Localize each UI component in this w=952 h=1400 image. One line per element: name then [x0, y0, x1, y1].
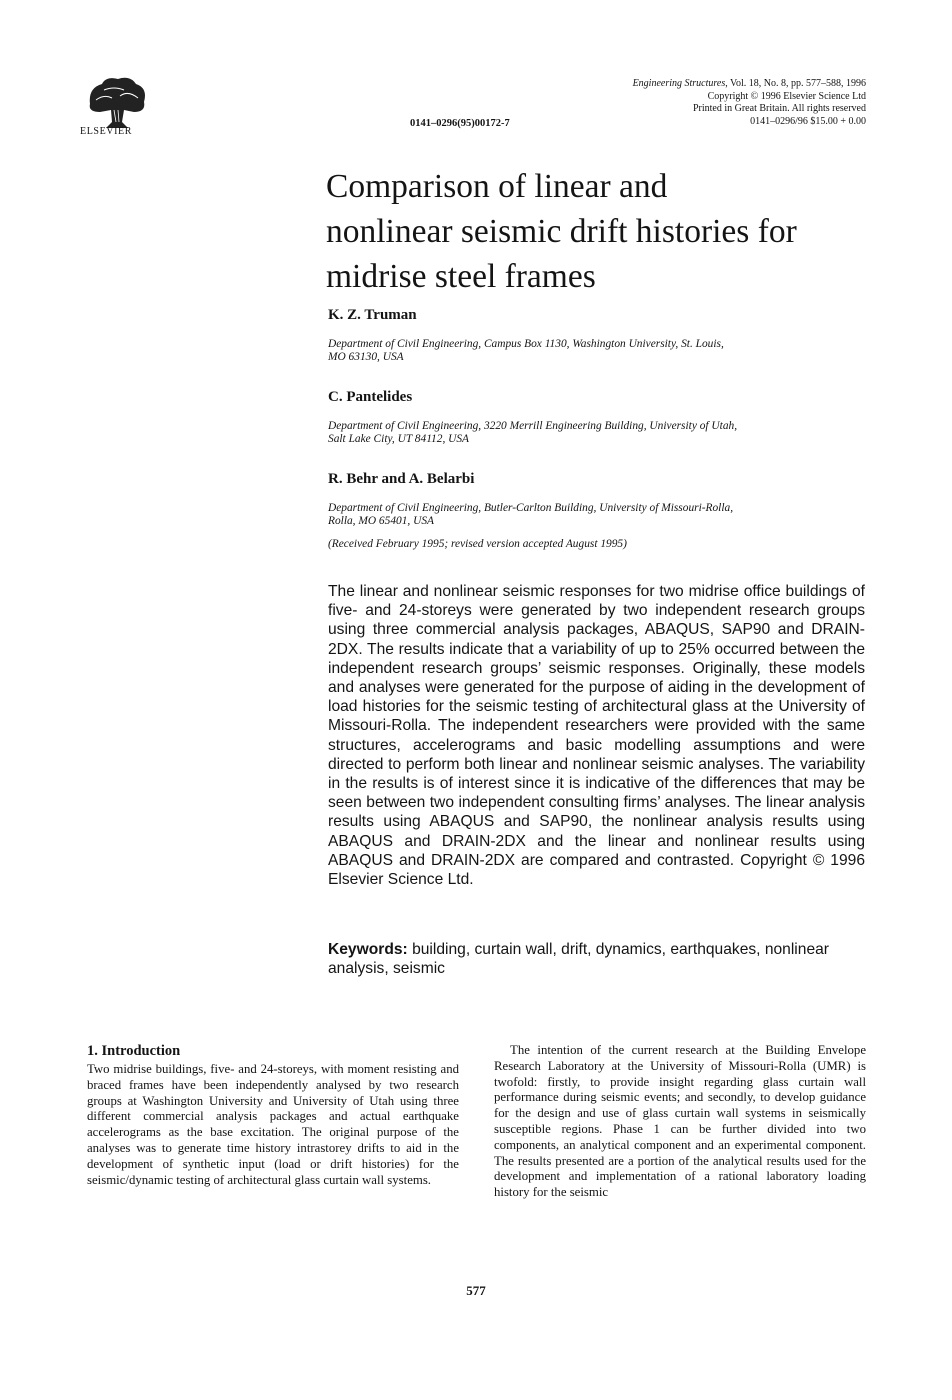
author-affiliation	[328, 420, 868, 447]
intro-right-column: The intention of the current research at the Building Envelope Research Laboratory at the University of Missouri-Rolla (UMR) is twofold: firstly, to provide insight regarding glass curtain wall performance during seismic events; and secondly, to develop guidance for the design and use of glass curtain wall systems in seismically susceptible regions. Phase 1 can be further divided into two components, an analytical component and an experimental component. The results presented are a portion of the analytical results used for the development and implementation of a rational laboratory loading history for the seismic	[494, 1043, 866, 1200]
journal-citation	[633, 78, 866, 91]
keywords-text: building, curtain wall, drift, dynamics, earthquakes, nonlinear analysis, seismic	[328, 941, 829, 978]
title-line: nonlinear seismic drift histories for	[326, 213, 797, 250]
author-name: C. Pantelides	[328, 389, 413, 405]
tree-logo-icon	[84, 74, 150, 130]
printed-line: Printed in Great Britain. All rights reserved	[692, 103, 866, 115]
title-line: Comparison of linear and	[326, 168, 668, 205]
author-affiliation	[328, 338, 868, 365]
title-line: midrise steel frames	[326, 258, 596, 295]
affiliation-line: Department of Civil Engineering, Campus Box 1130, Washington University, St. Louis,	[328, 338, 724, 350]
issn-price: 0141–0296/96 $15.00 + 0.00	[750, 115, 866, 127]
journal-name: Engineering Structures	[632, 78, 726, 89]
author-name: R. Behr and A. Belarbi	[328, 471, 475, 487]
article-title	[326, 164, 886, 299]
affiliation-line: MO 63130, USA	[328, 351, 404, 364]
author-affiliation	[328, 502, 868, 529]
abstract: The linear and nonlinear seismic responses for two midrise office buildings of five- and 24-storeys were generated by two independent research groups using three commercial analysis packages, ABAQUS, SAP90 and DRAIN-2DX. The results indicate that a variability of up to 25% occurred between the independent research groups’ seismic responses. Originally, these models and analyses were generated for the purpose of aiding in the development of load histories for the seismic testing of architectural glass at the University of Missouri-Rolla. The independent researchers were provided with the same structures, accelerograms and basic modelling assumptions and were directed to perform both linear and nonlinear seismic analyses. The variability in the results is of interest since it is indicative of the differences that may be seen between two independent consulting firms’ analyses. The linear analysis results using ABAQUS and SAP90, the nonlinear analysis results using ABAQUS and DRAIN-2DX and the linear and nonlinear results using ABAQUS and DRAIN-2DX are compared and contrasted. Copyright © 1996 Elsevier Science Ltd.	[328, 583, 865, 889]
affiliation-line: Department of Civil Engineering, 3220 Merrill Engineering Building, University of Utah,	[328, 420, 738, 432]
page-number: 577	[466, 1283, 486, 1298]
intro-left-column: Two midrise buildings, five- and 24-storeys, with moment resisting and braced frames have been independently analysed by two research groups at Washington University and University of Utah using three different commercial analysis packages and actual earthquake accelerograms as the base excitation. The original purpose of the analyses was to generate time history intrastorey drifts to aid in the development of synthetic input (load or drift histories) for the seismic/dynamic testing of architectural glass curtain wall systems.	[87, 1062, 459, 1187]
affiliation-line: Rolla, MO 65401, USA	[328, 515, 434, 528]
received-dates: (Received February 1995; revised version accepted August 1995)	[328, 538, 627, 550]
journal-info	[633, 78, 866, 128]
journal-volume: , Vol. 18, No. 8, pp. 577–588, 1996	[725, 78, 866, 89]
affiliation-line: Department of Civil Engineering, Butler-Carlton Building, University of Missouri-Rolla,	[328, 502, 734, 514]
author-name: K. Z. Truman	[328, 307, 417, 323]
affiliation-line: Salt Lake City, UT 84112, USA	[328, 433, 470, 446]
publisher-name: ELSEVIER	[80, 126, 133, 137]
section-heading: 1. Introduction	[87, 1043, 181, 1059]
publisher-logo	[84, 74, 150, 134]
doi-code: 0141–0296(95)00172-7	[410, 118, 510, 129]
copyright-line: Copyright © 1996 Elsevier Science Ltd	[707, 90, 866, 102]
keywords-label: Keywords:	[328, 941, 408, 958]
keywords	[328, 940, 865, 978]
